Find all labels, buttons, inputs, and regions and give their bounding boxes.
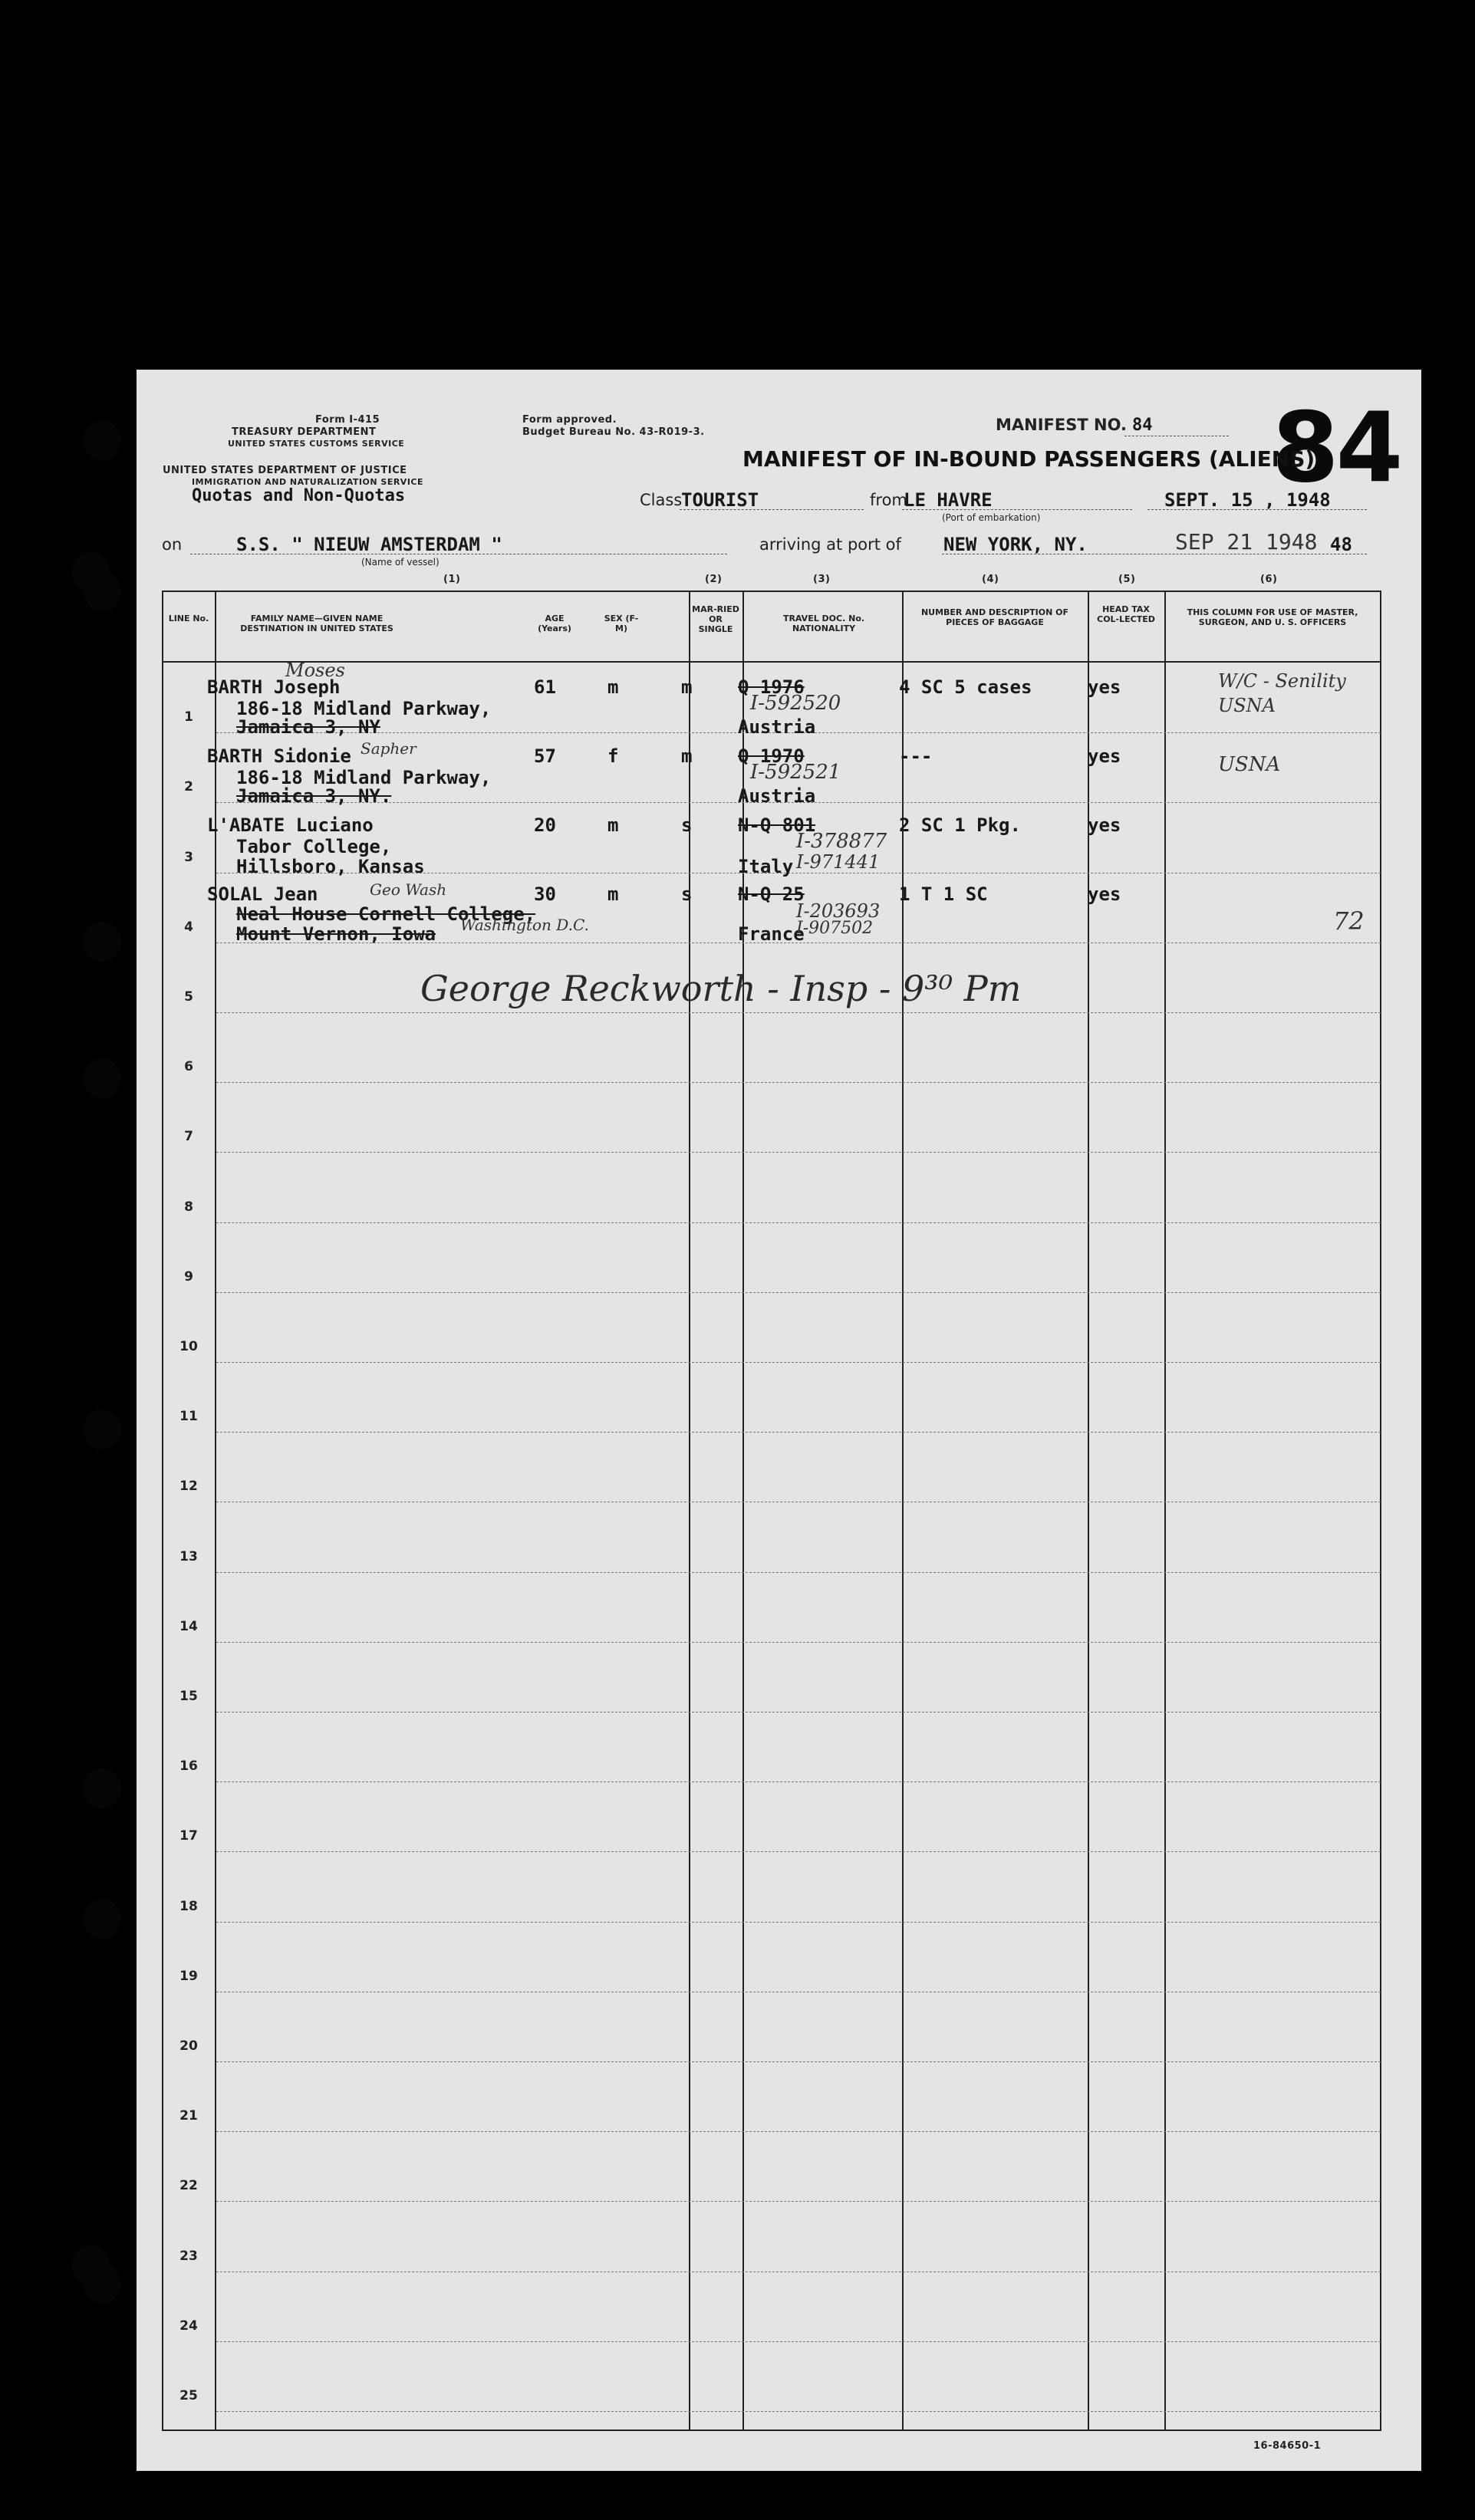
passenger-1-married: m [681,676,693,698]
footer-code: 16-84650-1 [1253,2440,1322,2452]
justice-label: UNITED STATES DEPARTMENT OF JUSTICE [163,465,407,476]
passenger-4-addr1: Neal House Cornell College, [236,903,536,925]
line-number: 2 [184,779,193,794]
passenger-1-addr1: 186-18 Midland Parkway, [236,698,492,719]
line-number: 15 [179,1689,198,1704]
col-header-line-no: LINE No. [168,614,209,623]
passenger-2-married: m [681,745,693,767]
row-divider [216,2061,1381,2062]
passenger-4-doc-hand-2: I-907502 [796,919,874,938]
arrival-port: NEW YORK, NY. [943,534,1088,555]
col-header-name: FAMILY NAME—GIVEN NAME DESTINATION IN UNITED STATES [240,614,393,633]
row-divider [216,2341,1381,2342]
passenger-2-sex: f [607,745,619,767]
passenger-2-doc-hand: I-592521 [750,761,841,784]
manifest-no-label: MANIFEST NO. [996,416,1127,434]
line-number: 5 [184,989,193,1005]
col-divider-headtax [1164,591,1166,2431]
embark-caption: (Port of embarkation) [942,512,1041,523]
form-approved: Form approved. [522,414,617,426]
ins-label: IMMIGRATION AND NATURALIZATION SERVICE [192,477,424,487]
budget-bureau: Budget Bureau No. 43-R019-3. [522,426,705,438]
row-divider [216,1222,1381,1223]
form-number: Form I-415 [315,414,380,426]
line-number: 23 [179,2249,198,2264]
passenger-1-name: BARTH Joseph [207,676,341,698]
binder-hole-7 [83,1768,121,1808]
row-divider [216,2131,1381,2132]
col-num-6: (6) [1260,574,1278,585]
passenger-3-nationality: Italy [738,856,794,877]
passenger-1-doc-hand: I-592520 [750,692,841,715]
line-number: 18 [179,1899,198,1914]
passenger-4-nationality: France [738,923,805,945]
line-number: 4 [184,920,193,935]
passenger-1-officer-note-2: USNA [1218,695,1276,716]
passenger-2-doc: Q 1970 [738,745,805,767]
passenger-1-headtax: yes [1088,676,1121,698]
passenger-2-officer-note: USNA [1218,753,1281,776]
vessel-caption: (Name of vessel) [361,557,440,567]
col-header-age: AGE (Years) [538,614,571,633]
manifest-stamp: 84 [1272,391,1401,504]
line-number: 25 [179,2388,198,2403]
line-number: 10 [179,1339,198,1354]
row-divider [216,1012,1381,1013]
manifest-page [137,370,1421,2471]
line-number: 19 [179,1969,198,1984]
line-number: 9 [184,1269,193,1285]
line-number: 21 [179,2108,198,2124]
passenger-1-hand-name: Moses [285,660,345,681]
col-header-married: MAR-RIED OR SINGLE [692,604,739,634]
from-label: from [870,491,907,509]
passenger-4-name: SOLAL Jean [207,883,318,905]
from-value: LE HAVRE [904,489,993,511]
class-value: TOURIST [681,489,759,511]
passenger-3-married: s [681,814,693,836]
col-num-2: (2) [705,574,723,585]
on-label: on [162,535,183,554]
passenger-1-addr2: Jamaica 3, NY [236,716,380,738]
row-divider [216,1152,1381,1153]
passenger-4-hand-name: Geo Wash [370,880,447,899]
passenger-3-headtax: yes [1088,814,1121,836]
class-label: Class [640,491,683,509]
passenger-2-nationality: Austria [738,785,816,807]
line-number: 16 [179,1758,198,1774]
row-divider [216,1642,1381,1643]
row-divider [216,1572,1381,1573]
passenger-3-baggage: 2 SC 1 Pkg. [899,814,1021,836]
passenger-1-baggage: 4 SC 5 cases [899,676,1032,698]
binder-hole-5 [83,1058,121,1098]
row-divider [216,1432,1381,1433]
passenger-3-sex: m [607,814,619,836]
col-divider-names [689,591,690,2431]
passenger-1-doc: Q 1976 [738,676,805,698]
arrival-year: 48 [1330,534,1352,555]
line-number: 8 [184,1199,193,1215]
line-number: 24 [179,2318,198,2334]
passenger-1-nationality: Austria [738,716,816,738]
passenger-2-addr2: Jamaica 3, NY. [236,785,392,807]
line-number: 22 [179,2178,198,2193]
passenger-4-officer-note: 72 [1333,906,1365,936]
passenger-3-addr2: Hillsboro, Kansas [236,856,425,877]
passenger-4-baggage: 1 T 1 SC [899,883,988,905]
row-divider [216,1851,1381,1852]
passenger-1-officer-note: W/C - Senility [1218,670,1346,692]
col-header-baggage: NUMBER AND DESCRIPTION OF PIECES OF BAGGAGE [920,607,1069,627]
col-header-officers: THIS COLUMN FOR USE OF MASTER, SURGEON, AND U. S. OFFICERS [1187,607,1358,627]
vessel-name: S.S. " NIEUW AMSTERDAM " [236,534,502,555]
arriving-label: arriving at port of [759,535,901,554]
binder-hole-1 [83,420,121,460]
col-header-headtax: HEAD TAX COL-LECTED [1097,604,1155,624]
passenger-4-headtax: yes [1088,883,1121,905]
binder-hole-10 [83,2264,121,2304]
line-number: 17 [179,1828,198,1844]
from-line [902,509,1132,510]
passenger-2-baggage: --- [899,745,933,767]
col-divider-baggage [1088,591,1089,2431]
row-divider [216,2201,1381,2202]
col-divider-travel [902,591,904,2431]
binder-hole-4 [83,922,121,962]
row-divider [216,1362,1381,1363]
arrival-date-stamp: SEP 21 1948 [1175,529,1318,554]
line-number: 14 [179,1619,198,1634]
line-number: 20 [179,2038,198,2054]
quotas-label: Quotas and Non-Quotas [192,486,406,505]
binder-hole-6 [83,1410,121,1449]
line-number: 1 [184,709,193,725]
sailing-date: SEPT. 15 , 1948 [1164,489,1331,511]
col-num-1: (1) [443,574,461,585]
line-number: 6 [184,1059,193,1074]
class-line [680,509,864,510]
passenger-3-addr1: Tabor College, [236,836,392,857]
manifest-no-value: 84 [1132,416,1153,435]
col-num-3: (3) [813,574,831,585]
passenger-3-name: L'ABATE Luciano [207,814,374,836]
passenger-1-sex: m [607,676,619,698]
passenger-3-doc-hand: I-378877 [796,830,887,853]
col-num-4: (4) [982,574,999,585]
customs-label: UNITED STATES CUSTOMS SERVICE [228,439,405,449]
passenger-4-addr2: Mount Vernon, Iowa [236,923,436,945]
row-divider [216,1922,1381,1923]
row-divider [216,2411,1381,2412]
row-divider [216,1781,1381,1782]
line-number: 12 [179,1479,198,1494]
col-header-travel: TRAVEL DOC. No. NATIONALITY [782,614,865,633]
binder-hole-8 [83,1899,121,1939]
col-num-5: (5) [1118,574,1136,585]
passenger-3-doc-hand-2: I-971441 [796,851,881,873]
passenger-4-age: 30 [534,883,556,905]
line-number: 11 [179,1409,198,1424]
passenger-2-headtax: yes [1088,745,1121,767]
col-header-sex: SEX (F-M) [604,614,639,633]
passenger-2-addr1: 186-18 Midland Parkway, [236,767,492,788]
passenger-3-age: 20 [534,814,556,836]
treasury-label: TREASURY DEPARTMENT [232,426,377,438]
manifest-title: MANIFEST OF IN-BOUND PASSENGERS (ALIENS) [742,446,1315,472]
row-divider [216,1292,1381,1293]
inspector-signature: George Reckworth - Insp - 9³⁰ Pm [420,968,1022,1009]
passenger-3-doc: N-Q 801 [738,814,816,836]
passenger-2-age: 57 [534,745,556,767]
line-number: 13 [179,1549,198,1564]
passenger-1-age: 61 [534,676,556,698]
binder-hole-3 [83,571,121,611]
passenger-2-hand-name: Sapher [361,739,416,758]
row-divider [216,1082,1381,1083]
passenger-4-doc: N-Q 25 [738,883,805,905]
date-line [1147,509,1367,510]
line-number: 3 [184,850,193,865]
passenger-4-sex: m [607,883,619,905]
passenger-2-name: BARTH Sidonie [207,745,351,767]
col-divider-lineno [215,591,216,2431]
passenger-4-doc-hand: I-203693 [796,900,881,922]
line-number: 7 [184,1129,193,1144]
passenger-4-hand-dest: Washington D.C. [460,916,589,934]
passenger-4-married: s [681,883,693,905]
